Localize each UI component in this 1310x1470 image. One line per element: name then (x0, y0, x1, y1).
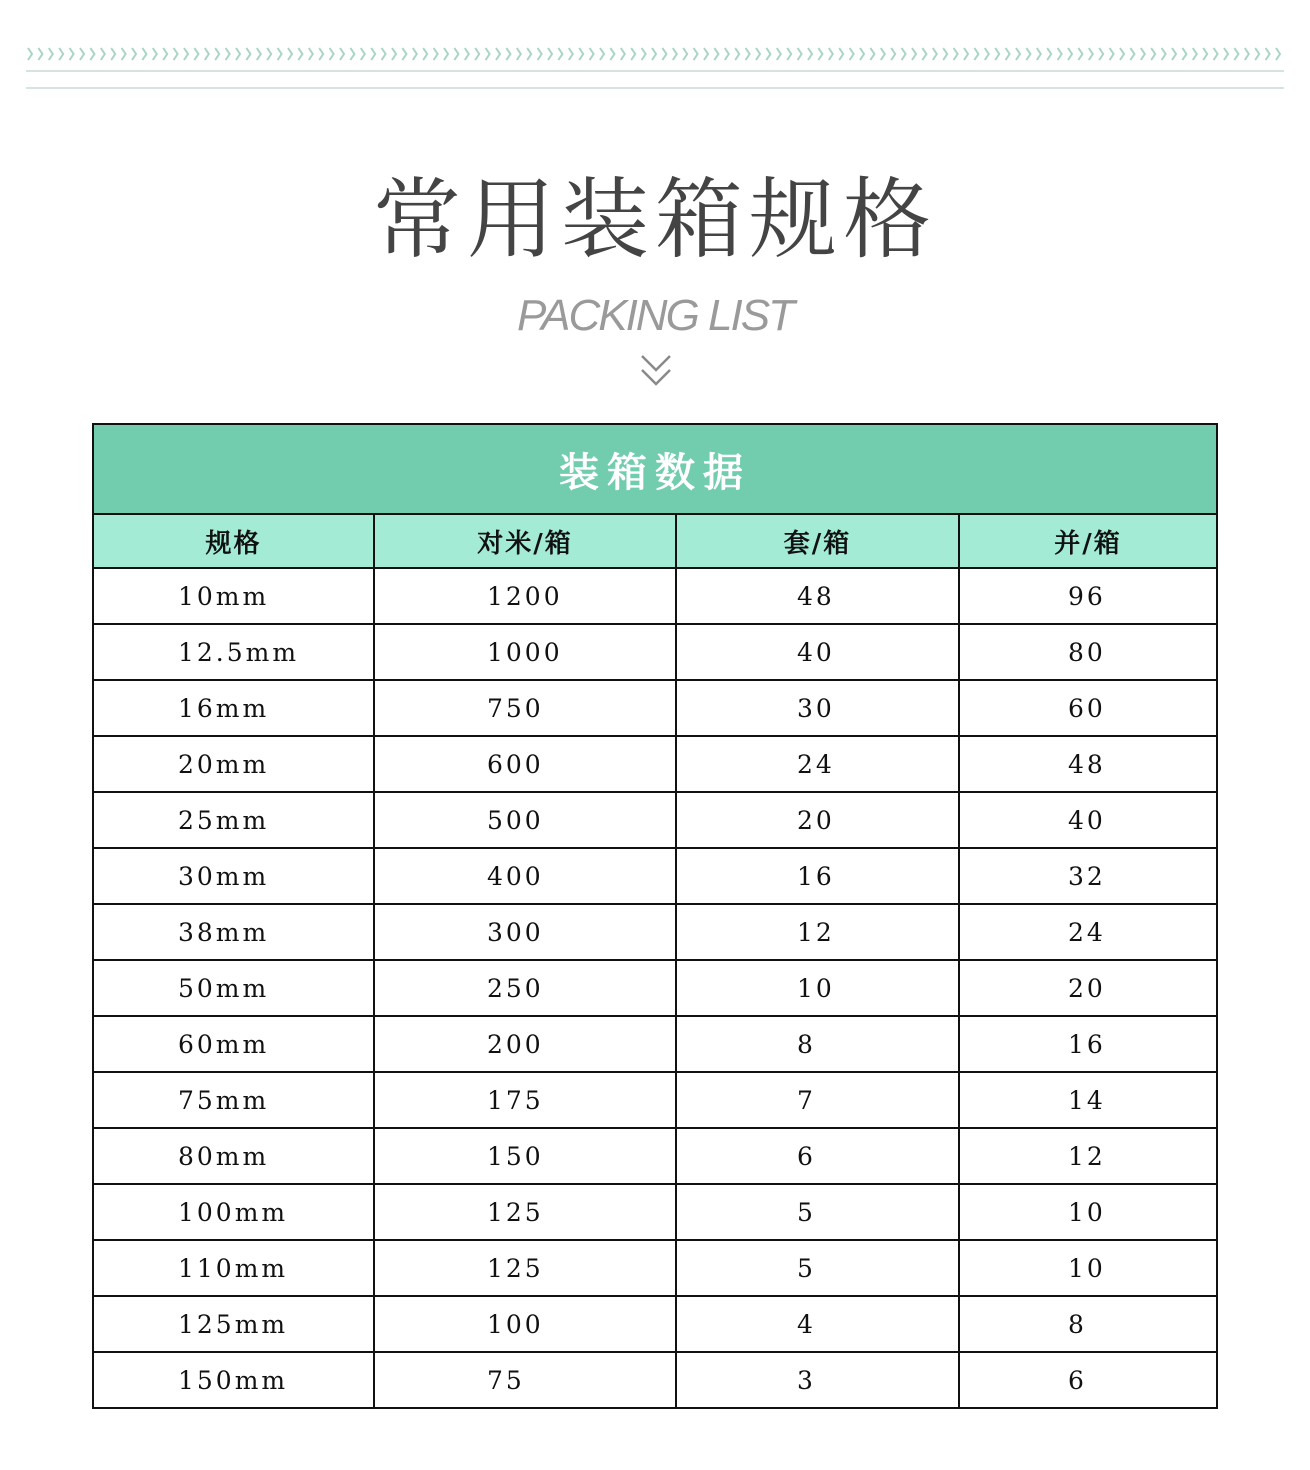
cell-sets-per-box: 10 (676, 960, 959, 1016)
column-header-pairs-per-box: 对米/箱 (374, 514, 676, 568)
cell-spec: 60mm (93, 1016, 374, 1072)
table-row (93, 1240, 1217, 1296)
cell-spec: 25mm (93, 792, 374, 848)
cell-pairs-per-box: 150 (374, 1128, 676, 1184)
cell-sets-per-box: 24 (676, 736, 959, 792)
cell-pairs-per-box: 400 (374, 848, 676, 904)
cell-pairs-per-box: 1000 (374, 624, 676, 680)
cell-spec: 50mm (93, 960, 374, 1016)
cell-units-per-box: 12 (959, 1128, 1217, 1184)
cell-sets-per-box: 5 (676, 1184, 959, 1240)
page-title: 常用装箱规格 (372, 168, 937, 271)
table-caption: 装箱数据 (93, 424, 1217, 514)
cell-spec: 150mm (93, 1352, 374, 1408)
cell-spec: 16mm (93, 680, 374, 736)
table-row (93, 736, 1217, 792)
page-subtitle: PACKING LIST (517, 291, 793, 340)
cell-pairs-per-box: 250 (374, 960, 676, 1016)
cell-units-per-box: 96 (959, 568, 1217, 624)
cell-spec: 10mm (93, 568, 374, 624)
cell-units-per-box: 32 (959, 848, 1217, 904)
table-row (93, 792, 1217, 848)
cell-spec: 20mm (93, 736, 374, 792)
cell-sets-per-box: 7 (676, 1072, 959, 1128)
column-header-units-per-box: 并/箱 (959, 514, 1217, 568)
table-row (93, 1296, 1217, 1352)
packing-table-container (92, 423, 1216, 1409)
cell-spec: 80mm (93, 1128, 374, 1184)
cell-units-per-box: 6 (959, 1352, 1217, 1408)
cell-units-per-box: 80 (959, 624, 1217, 680)
table-caption-row (93, 424, 1217, 514)
cell-units-per-box: 40 (959, 792, 1217, 848)
chevron-pattern-icon (26, 44, 1284, 64)
column-header-sets-per-box: 套/箱 (676, 514, 959, 568)
table-body (93, 568, 1217, 1408)
cell-pairs-per-box: 125 (374, 1184, 676, 1240)
cell-sets-per-box: 40 (676, 624, 959, 680)
cell-sets-per-box: 6 (676, 1128, 959, 1184)
table-header-row (93, 514, 1217, 568)
cell-pairs-per-box: 1200 (374, 568, 676, 624)
cell-sets-per-box: 8 (676, 1016, 959, 1072)
cell-units-per-box: 16 (959, 1016, 1217, 1072)
table-row (93, 680, 1217, 736)
cell-pairs-per-box: 200 (374, 1016, 676, 1072)
cell-pairs-per-box: 175 (374, 1072, 676, 1128)
double-chevron-down-icon (638, 352, 674, 390)
cell-sets-per-box: 5 (676, 1240, 959, 1296)
cell-spec: 125mm (93, 1296, 374, 1352)
cell-spec: 38mm (93, 904, 374, 960)
cell-units-per-box: 10 (959, 1240, 1217, 1296)
table-row (93, 848, 1217, 904)
table-row (93, 624, 1217, 680)
cell-pairs-per-box: 600 (374, 736, 676, 792)
cell-units-per-box: 10 (959, 1184, 1217, 1240)
table-row (93, 904, 1217, 960)
table-row (93, 568, 1217, 624)
packing-table (92, 423, 1218, 1409)
cell-units-per-box: 8 (959, 1296, 1217, 1352)
divider-line-top (26, 70, 1284, 72)
cell-units-per-box: 48 (959, 736, 1217, 792)
table-row (93, 1352, 1217, 1408)
cell-spec: 100mm (93, 1184, 374, 1240)
cell-sets-per-box: 30 (676, 680, 959, 736)
cell-spec: 75mm (93, 1072, 374, 1128)
table-row (93, 1184, 1217, 1240)
cell-spec: 110mm (93, 1240, 374, 1296)
cell-units-per-box: 24 (959, 904, 1217, 960)
cell-spec: 12.5mm (93, 624, 374, 680)
cell-pairs-per-box: 75 (374, 1352, 676, 1408)
table-row (93, 1128, 1217, 1184)
cell-units-per-box: 20 (959, 960, 1217, 1016)
cell-pairs-per-box: 300 (374, 904, 676, 960)
cell-units-per-box: 60 (959, 680, 1217, 736)
cell-pairs-per-box: 750 (374, 680, 676, 736)
cell-pairs-per-box: 125 (374, 1240, 676, 1296)
table-row (93, 1072, 1217, 1128)
cell-spec: 30mm (93, 848, 374, 904)
cell-sets-per-box: 16 (676, 848, 959, 904)
cell-sets-per-box: 4 (676, 1296, 959, 1352)
cell-sets-per-box: 20 (676, 792, 959, 848)
cell-sets-per-box: 12 (676, 904, 959, 960)
cell-pairs-per-box: 500 (374, 792, 676, 848)
cell-sets-per-box: 48 (676, 568, 959, 624)
cell-units-per-box: 14 (959, 1072, 1217, 1128)
column-header-spec: 规格 (93, 514, 374, 568)
cell-sets-per-box: 3 (676, 1352, 959, 1408)
cell-pairs-per-box: 100 (374, 1296, 676, 1352)
table-row (93, 1016, 1217, 1072)
table-row (93, 960, 1217, 1016)
divider-line-bottom (26, 87, 1284, 89)
